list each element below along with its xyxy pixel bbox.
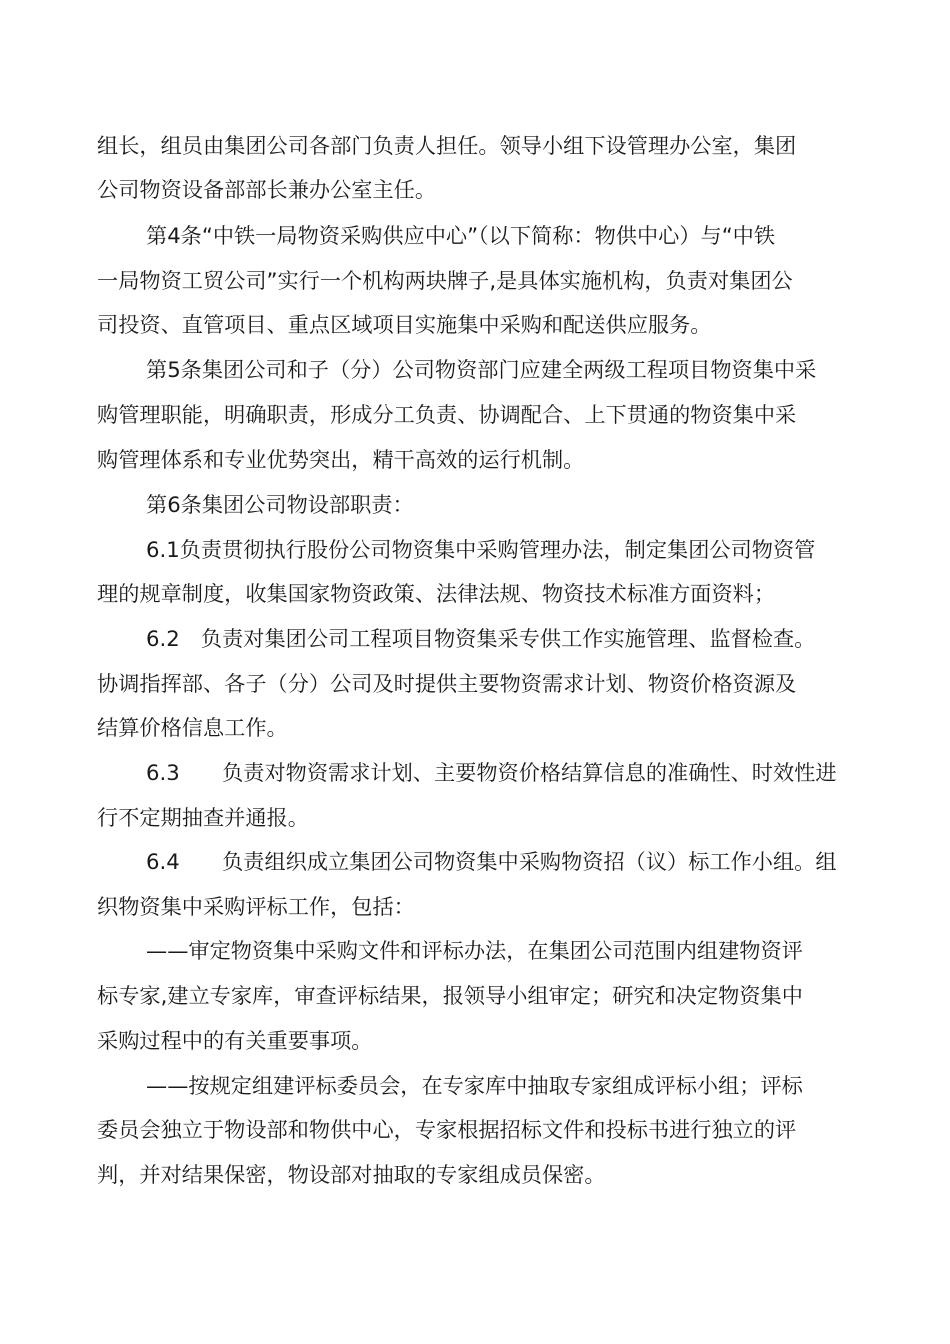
- text-line: 组长，组员由集团公司各部门负责人担任。领导小组下设管理办公室，集团: [97, 133, 797, 158]
- text-line: 6.4 负责组织成立集团公司物资集中采购物资招（议）标工作小组。组: [146, 849, 837, 874]
- text-line: 织物资集中采购评标工作，包括：: [97, 894, 415, 919]
- text-line: 委员会独立于物设部和物供中心，专家根据招标文件和投标书进行独立的评: [97, 1117, 797, 1142]
- text-line: 判，并对结果保密，物设部对抽取的专家组成员保密。: [97, 1162, 606, 1187]
- text-line: 第5条集团公司和子（分）公司物资部门应建全两级工程项目物资集中采: [146, 357, 817, 382]
- text-line: 理的规章制度，收集国家物资政策、法律法规、物资技术标准方面资料；: [97, 581, 776, 606]
- text-line: ——按规定组建评标委员会，在专家库中抽取专家组成评标小组；评标: [146, 1073, 803, 1098]
- text-line: 购管理体系和专业优势突出，精干高效的运行机制。: [97, 447, 585, 472]
- text-line: 第4条“中铁一局物资采购供应中心”（以下简称：物供中心）与“中铁: [146, 223, 776, 248]
- text-line: ——审定物资集中采购文件和评标办法，在集团公司范围内组建物资评: [146, 938, 803, 963]
- text-line: 一局物资工贸公司”实行一个机构两块牌子,是具体实施机构，负责对集团公: [97, 268, 793, 293]
- text-line: 结算价格信息工作。: [97, 715, 288, 740]
- text-line: 行不定期抽查并通报。: [97, 805, 309, 830]
- text-line: 6.3 负责对物资需求计划、主要物资价格结算信息的准确性、时效性进: [146, 760, 837, 785]
- text-line: 标专家,建立专家库，审查评标结果，报领导小组审定；研究和决定物资集中: [97, 983, 803, 1008]
- text-line: 购管理职能，明确职责，形成分工负责、协调配合、上下贯通的物资集中采: [97, 402, 797, 427]
- text-line: 第6条集团公司物设部职责：: [146, 492, 414, 517]
- text-line: 司投资、直管项目、重点区域项目实施集中采购和配送供应服务。: [97, 312, 712, 337]
- text-line: 6.2 负责对集团公司工程项目物资集采专供工作实施管理、监督检查。: [146, 626, 816, 651]
- text-line: 采购过程中的有关重要事项。: [97, 1028, 373, 1053]
- text-line: 协调指挥部、各子（分）公司及时提供主要物资需求计划、物资价格资源及: [97, 671, 797, 696]
- text-line: 公司物资设备部部长兼办公室主任。: [97, 177, 437, 202]
- text-line: 6.1负责贯彻执行股份公司物资集中采购管理办法，制定集团公司物资管: [146, 537, 816, 562]
